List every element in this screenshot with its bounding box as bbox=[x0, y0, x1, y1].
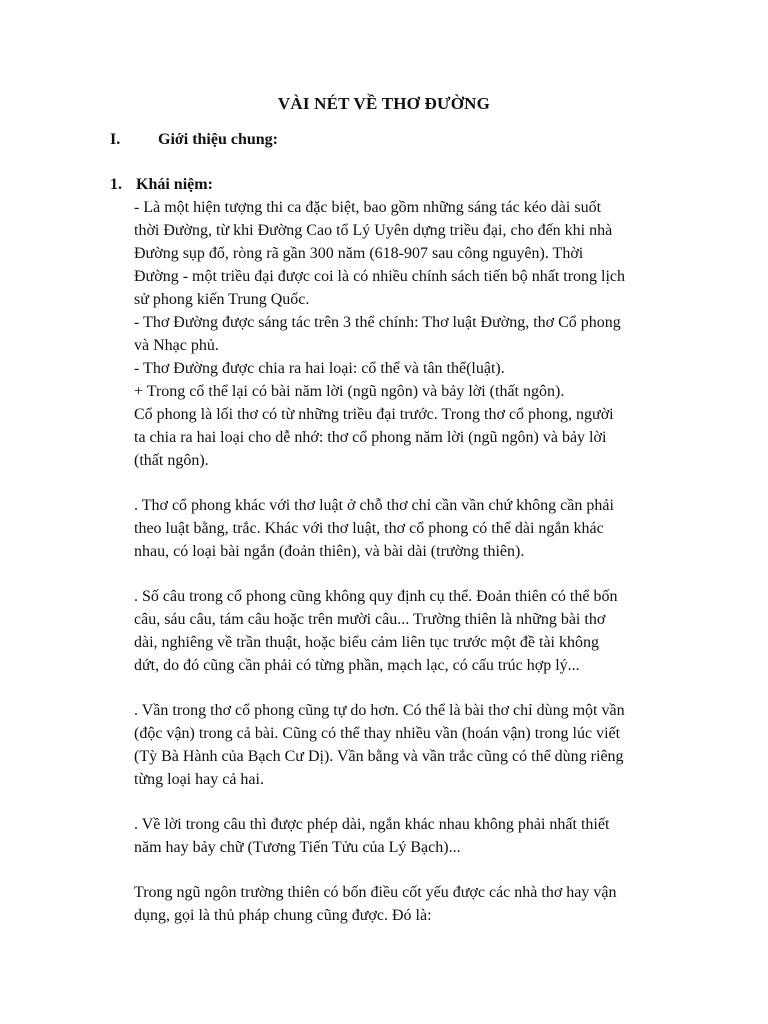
paragraph-gap bbox=[134, 791, 694, 813]
paragraph-gap bbox=[134, 563, 694, 585]
document-title: VÀI NÉT VỀ THƠ ĐƯỜNG bbox=[277, 94, 491, 113]
body-line: và Nhạc phủ. bbox=[134, 337, 219, 354]
subsection-heading bbox=[110, 176, 213, 194]
body-line: nhau, có loại bài ngắn (đoản thiên), và bài dài (trường thiên). bbox=[134, 543, 525, 560]
section-heading bbox=[110, 131, 278, 149]
body-line: sử phong kiến Trung Quốc. bbox=[134, 291, 310, 308]
body-line: . Số câu trong cổ phong cũng không quy định cụ thể. Đoản thiên có thể bốn bbox=[134, 588, 618, 605]
body-line: theo luật bằng, trắc. Khác với thơ luật, thơ cổ phong có thể dài ngắn khác bbox=[134, 520, 604, 537]
body-line: + Trong cổ thể lại có bài năm lời (ngũ ngôn) và bảy lời (thất ngôn). bbox=[134, 383, 565, 400]
section-number: I. bbox=[110, 131, 121, 148]
body-line: dài, nghiêng về trần thuật, hoặc biểu cảm liên tục trước một đề tài không bbox=[134, 634, 599, 651]
body-line: - Là một hiện tượng thi ca đặc biệt, bao gồm những sáng tác kéo dài suốt bbox=[134, 199, 602, 216]
body-line: (thất ngôn). bbox=[134, 452, 209, 469]
paragraph-gap bbox=[134, 472, 694, 494]
body-line: năm hay bảy chữ (Tương Tiến Tửu của Lý Bạch)... bbox=[134, 839, 461, 856]
subsection-title: Khái niệm: bbox=[136, 176, 213, 193]
body-line: (Tỳ Bà Hành của Bạch Cư Dị). Vần bằng và vần trắc cũng có thể dùng riêng bbox=[134, 748, 624, 765]
body-line: - Thơ Đường được chia ra hai loại: cổ thể và tân thể(luật). bbox=[134, 360, 505, 377]
subsection-number: 1. bbox=[110, 176, 122, 193]
body-line: dụng, gọi là thủ pháp chung cũng được. Đó là: bbox=[134, 907, 432, 924]
body-line: Đường - một triều đại được coi là có nhiều chính sách tiến bộ nhất trong lịch bbox=[134, 268, 626, 285]
body-line: . Thơ cổ phong khác với thơ luật ở chỗ thơ chỉ cần vần chứ không cần phải bbox=[134, 497, 614, 514]
body-line: (độc vận) trong cả bài. Cũng có thể thay nhiều vần (hoán vận) trong lúc viết bbox=[134, 725, 621, 742]
body-line: dứt, do đó cũng cần phải có từng phần, mạch lạc, có cấu trúc hợp lý... bbox=[134, 657, 580, 674]
body-line: thời Đường, từ khi Đường Cao tổ Lý Uyên dựng triều đại, cho đến khi nhà bbox=[134, 222, 613, 239]
body-line: từng loại hay cả hai. bbox=[134, 771, 264, 788]
body-line: Cổ phong là lối thơ có từ những triều đại trước. Trong thơ cổ phong, người bbox=[134, 406, 614, 423]
body-line: Trong ngũ ngôn trường thiên có bốn điều cốt yếu được các nhà thơ hay vận bbox=[134, 884, 617, 901]
body-text bbox=[134, 196, 694, 927]
body-line: câu, sáu câu, tám câu hoặc trên mười câu... Trường thiên là những bài thơ bbox=[134, 611, 606, 628]
body-line: - Thơ Đường được sáng tác trên 3 thể chính: Thơ luật Đường, thơ Cổ phong bbox=[134, 314, 621, 331]
section-title: Giới thiệu chung: bbox=[158, 131, 278, 148]
body-line: ta chia ra hai loại cho dễ nhớ: thơ cổ phong năm lời (ngũ ngôn) và bảy lời bbox=[134, 429, 607, 446]
paragraph-gap bbox=[134, 677, 694, 699]
paragraph-gap bbox=[134, 859, 694, 881]
body-line: Đường sụp đổ, ròng rã gần 300 năm (618-907 sau công nguyên). Thời bbox=[134, 245, 584, 262]
body-line: . Vần trong thơ cổ phong cũng tự do hơn. Có thể là bài thơ chỉ dùng một vần bbox=[134, 702, 625, 719]
body-line: . Về lời trong câu thì được phép dài, ngắn khác nhau không phải nhất thiết bbox=[134, 816, 610, 833]
